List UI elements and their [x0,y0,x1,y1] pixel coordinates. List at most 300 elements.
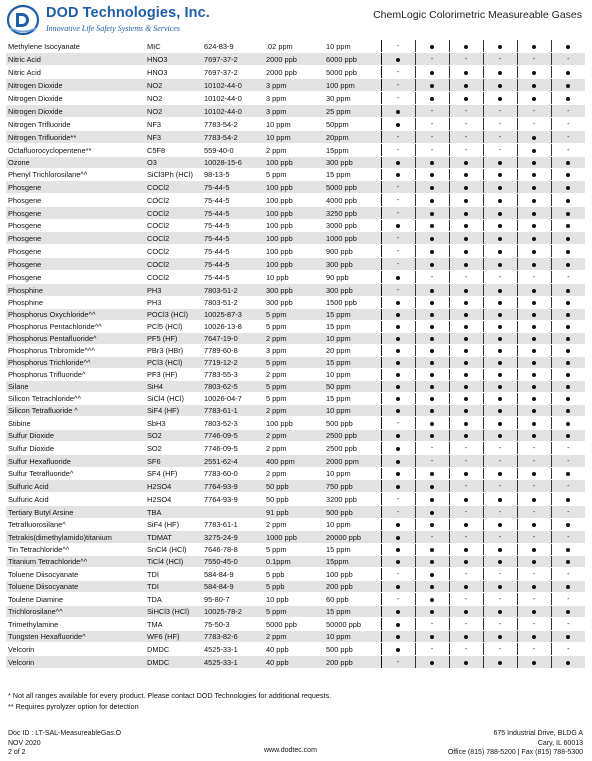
not-supported-dash: - [567,621,570,628]
gas-name: Sulfuric Acid [6,493,146,506]
support-flag-cell [483,531,517,544]
table-row [6,66,585,79]
not-supported-dash: - [464,483,468,490]
supported-dot-icon [498,313,502,317]
cas-number: 7550-45-0 [203,556,265,568]
range-high: 15 ppm [325,169,381,181]
support-flag-cell [381,405,415,417]
support-flag-cell [415,79,449,92]
supported-dot-icon [464,161,468,165]
supported-dot-icon [566,199,570,203]
not-supported-dash: - [567,445,570,452]
page-number: 2 of 2 [8,749,26,756]
range-low: 100 ppb [265,181,325,194]
supported-dot-icon [566,585,570,589]
table-row [6,618,585,631]
support-flag-cell [483,556,517,568]
table-row [6,405,585,417]
support-flag-cell [415,556,449,568]
supported-dot-icon [396,648,400,652]
support-flag-cell [381,220,415,232]
supported-dot-icon [498,97,502,101]
table-row [6,118,585,131]
not-supported-dash: - [567,147,570,154]
support-flag-cell [517,345,551,357]
support-flag-cell [551,284,585,297]
range-high: 100 ppm [325,79,381,92]
support-flag-cell [381,297,415,309]
supported-dot-icon [396,373,400,377]
not-supported-dash: - [430,134,434,141]
range-high: 15 ppm [325,544,381,556]
support-flag-cell [381,480,415,493]
support-flag-cell [483,181,517,194]
range-high: 10 ppm [325,40,381,53]
support-flag-cell [415,194,449,207]
gas-formula: DMDC [146,656,203,669]
not-supported-dash: - [430,646,434,653]
supported-dot-icon [464,71,468,75]
table-row [6,455,585,468]
gas-formula: COCl2 [146,220,203,232]
table-row [6,417,585,430]
not-supported-dash: - [532,483,536,490]
gas-name: Toulene Diamine [6,593,146,606]
supported-dot-icon [532,523,536,527]
support-flag-cell [415,405,449,417]
gas-name: Octafluorocyclopentene** [6,144,146,157]
supported-dot-icon [430,397,434,401]
supported-dot-icon [498,397,502,401]
supported-dot-icon [464,237,468,241]
table-row [6,245,585,258]
support-flag-cell [551,393,585,405]
support-flag-cell [483,593,517,606]
range-high: 6000 ppb [325,53,381,66]
table-row [6,53,585,66]
table-row [6,284,585,297]
gas-name: Toluene Diisocyanate [6,581,146,593]
cas-number: 10102-44-0 [203,79,265,92]
support-flag-cell [415,393,449,405]
not-supported-dash: - [464,445,468,452]
cas-number: 7783-54-2 [203,131,265,144]
website-link[interactable]: www.dodtec.com [264,747,317,754]
support-flag-cell [517,643,551,656]
document-title: ChemLogic Colorimetric Measureable Gases [373,9,582,21]
support-flag-cell [483,194,517,207]
supported-dot-icon [464,560,468,564]
gas-name: Nitric Acid [6,66,146,79]
supported-dot-icon [430,385,434,389]
support-flag-cell [415,531,449,544]
gas-name: Nitrogen Dioxide [6,79,146,92]
supported-dot-icon [396,536,400,540]
supported-dot-icon [498,212,502,216]
cas-number: 7803-51-2 [203,284,265,297]
supported-dot-icon [566,250,570,254]
supported-dot-icon [566,610,570,614]
support-flag-cell [517,157,551,169]
range-high: 200 ppb [325,656,381,669]
supported-dot-icon [396,173,400,177]
not-supported-dash: - [498,458,502,465]
support-flag-cell [517,194,551,207]
support-flag-cell [381,66,415,79]
gas-table-body [6,40,585,669]
not-supported-dash: - [567,274,570,281]
cas-number: 75-44-5 [203,181,265,194]
table-row [6,157,585,169]
supported-dot-icon [430,186,434,190]
range-high: 1500 ppb [325,297,381,309]
table-row [6,556,585,568]
cas-number [203,506,265,519]
supported-dot-icon [464,397,468,401]
support-flag-cell [381,618,415,631]
supported-dot-icon [396,313,400,317]
gas-formula: NO2 [146,105,203,118]
support-flag-cell [449,506,483,519]
gas-formula: PCl3 (HCl) [146,357,203,369]
gas-name: Velcorin [6,643,146,656]
support-flag-cell [551,157,585,169]
support-flag-cell [415,544,449,556]
support-flag-cell [415,245,449,258]
support-flag-cell [415,369,449,381]
supported-dot-icon [532,250,536,254]
supported-dot-icon [532,136,536,140]
range-high: 500 ppb [325,643,381,656]
supported-dot-icon [498,289,502,293]
support-flag-cell [517,40,551,53]
support-flag-cell [551,618,585,631]
footnote-ranges: * Not all ranges available for every product. Please contact DOD Technologies for additional requests. [8,691,332,700]
cas-number: 3275-24-9 [203,531,265,544]
supported-dot-icon [498,250,502,254]
not-supported-dash: - [567,56,570,63]
support-flag-cell [483,493,517,506]
not-supported-dash: - [567,646,570,653]
not-supported-dash: - [396,659,400,666]
not-supported-dash: - [498,509,502,516]
gas-name: Nitrogen Dioxide [6,105,146,118]
range-low: 3 ppm [265,79,325,92]
support-flag-cell [517,606,551,618]
supported-dot-icon [532,97,536,101]
supported-dot-icon [396,123,400,127]
range-low: 2 ppm [265,631,325,643]
supported-dot-icon [498,71,502,75]
cas-number: 10025-87-3 [203,309,265,321]
cas-number: 10102-44-0 [203,92,265,105]
range-low: 5 ppm [265,381,325,393]
company-logo [6,4,210,36]
supported-dot-icon [430,422,434,426]
support-flag-cell [415,131,449,144]
supported-dot-icon [566,263,570,267]
support-flag-cell [449,493,483,506]
cas-number: 7647-19-0 [203,333,265,345]
gas-name: Tin Tetrachloride^^ [6,544,146,556]
gas-name: Phosgene [6,194,146,207]
company-tagline: Innovative Life Safety Systems & Services [46,24,180,33]
gas-formula: PF5 (HF) [146,333,203,345]
supported-dot-icon [498,498,502,502]
gas-name: Trimethylamine [6,618,146,631]
support-flag-cell [551,258,585,271]
range-high: 10 ppm [325,519,381,531]
range-high: 20ppm [325,131,381,144]
range-low: .02 ppm [265,40,325,53]
supported-dot-icon [464,325,468,329]
not-supported-dash: - [532,596,536,603]
gas-name: Nitrogen Trifluoride** [6,131,146,144]
range-low: 3 ppm [265,92,325,105]
range-high: 15 ppm [325,309,381,321]
supported-dot-icon [396,585,400,589]
supported-dot-icon [464,224,468,228]
support-flag-cell [415,181,449,194]
support-flag-cell [551,417,585,430]
support-flag-cell [551,169,585,181]
not-supported-dash: - [498,108,502,115]
support-flag-cell [551,531,585,544]
support-flag-cell [517,618,551,631]
supported-dot-icon [396,472,400,476]
support-flag-cell [381,417,415,430]
supported-dot-icon [532,224,536,228]
table-row [6,321,585,333]
support-flag-cell [551,643,585,656]
supported-dot-icon [566,472,570,476]
support-flag-cell [381,118,415,131]
support-flag-cell [551,321,585,333]
support-flag-cell [517,381,551,393]
range-low: 10 ppb [265,271,325,284]
supported-dot-icon [566,498,570,502]
support-flag-cell [381,245,415,258]
cas-number: 10026-04-7 [203,393,265,405]
supported-dot-icon [396,276,400,280]
table-row [6,381,585,393]
support-flag-cell [381,506,415,519]
supported-dot-icon [532,199,536,203]
support-flag-cell [449,181,483,194]
support-flag-cell [415,258,449,271]
gas-name: Nitric Acid [6,53,146,66]
gas-formula: NO2 [146,79,203,92]
support-flag-cell [415,271,449,284]
support-flag-cell [415,480,449,493]
support-flag-cell [449,345,483,357]
support-flag-cell [449,643,483,656]
support-flag-cell [381,369,415,381]
not-supported-dash: - [498,646,502,653]
gas-formula: SiF4 (HF) [146,519,203,531]
table-row [6,643,585,656]
range-low: 2 ppm [265,144,325,157]
range-high: 5000 ppb [325,66,381,79]
support-flag-cell [551,581,585,593]
support-flag-cell [483,369,517,381]
support-flag-cell [551,493,585,506]
cas-number: 7719-12-2 [203,357,265,369]
supported-dot-icon [464,385,468,389]
supported-dot-icon [464,97,468,101]
supported-dot-icon [430,485,434,489]
range-high: 20 ppm [325,345,381,357]
support-flag-cell [381,357,415,369]
supported-dot-icon [566,349,570,353]
gas-name: Phosphorus Trichloride^^ [6,357,146,369]
page-header [0,0,592,40]
not-supported-dash: - [396,496,400,503]
range-high: 30 ppm [325,92,381,105]
footnote-pyrolyzer: ** Requires pyrolyzer option for detection [8,702,139,711]
table-row [6,271,585,284]
cas-number: 7783-60-0 [203,468,265,480]
supported-dot-icon [498,45,502,49]
supported-dot-icon [464,548,468,552]
supported-dot-icon [498,161,502,165]
supported-dot-icon [430,71,434,75]
support-flag-cell [449,53,483,66]
support-flag-cell [449,79,483,92]
range-low: 300 ppb [265,297,325,309]
not-supported-dash: - [430,274,434,281]
supported-dot-icon [566,289,570,293]
support-flag-cell [415,144,449,157]
support-flag-cell [517,333,551,345]
cas-number: 7783-61-1 [203,519,265,531]
gas-name: Velcorin [6,656,146,669]
table-row [6,92,585,105]
support-flag-cell [415,321,449,333]
not-supported-dash: - [532,121,536,128]
support-flag-cell [483,430,517,442]
table-row [6,369,585,381]
table-row [6,506,585,519]
supported-dot-icon [464,635,468,639]
not-supported-dash: - [498,274,502,281]
support-flag-cell [381,144,415,157]
range-high: 500 ppb [325,417,381,430]
support-flag-cell [449,455,483,468]
supported-dot-icon [532,610,536,614]
support-flag-cell [381,105,415,118]
range-high: 1000 ppb [325,232,381,245]
table-row [6,568,585,581]
table-row [6,442,585,455]
gas-formula: TMA [146,618,203,631]
supported-dot-icon [396,523,400,527]
support-flag-cell [517,309,551,321]
support-flag-cell [449,656,483,669]
gas-name: Nitrogen Dioxide [6,92,146,105]
not-supported-dash: - [396,184,400,191]
supported-dot-icon [566,161,570,165]
support-flag-cell [551,345,585,357]
cas-number: 584-84-9 [203,568,265,581]
range-low: 5 ppm [265,606,325,618]
support-flag-cell [551,181,585,194]
supported-dot-icon [498,337,502,341]
support-flag-cell [483,207,517,220]
supported-dot-icon [396,385,400,389]
range-high: 10 ppm [325,369,381,381]
not-supported-dash: - [532,445,536,452]
supported-dot-icon [396,58,400,62]
supported-dot-icon [498,361,502,365]
range-low: 2000 ppb [265,66,325,79]
support-flag-cell [415,618,449,631]
support-flag-cell [551,53,585,66]
table-row [6,194,585,207]
supported-dot-icon [566,409,570,413]
range-high: 20000 ppb [325,531,381,544]
range-low: 2000 ppb [265,53,325,66]
supported-dot-icon [396,548,400,552]
cas-number: 95-80-7 [203,593,265,606]
supported-dot-icon [566,523,570,527]
supported-dot-icon [396,409,400,413]
support-flag-cell [415,333,449,345]
cas-number: 75-44-5 [203,220,265,232]
support-flag-cell [381,345,415,357]
not-supported-dash: - [532,571,536,578]
support-flag-cell [517,593,551,606]
supported-dot-icon [566,45,570,49]
not-supported-dash: - [396,235,400,242]
support-flag-cell [449,271,483,284]
range-high: 15 ppm [325,357,381,369]
support-flag-cell [551,430,585,442]
supported-dot-icon [464,472,468,476]
gas-name: Sulfuric Acid [6,480,146,493]
gas-formula: H2SO4 [146,480,203,493]
dod-logo-icon [6,4,40,36]
supported-dot-icon [498,224,502,228]
support-flag-cell [449,405,483,417]
supported-dot-icon [464,186,468,190]
not-supported-dash: - [396,197,400,204]
support-flag-cell [551,405,585,417]
range-high: 2000 ppm [325,455,381,468]
support-flag-cell [415,53,449,66]
support-flag-cell [415,40,449,53]
support-flag-cell [381,284,415,297]
cas-number: 7789-60-8 [203,345,265,357]
doc-id: Doc ID : LT-SAL-MeasureableGas.O [8,730,122,737]
gas-name: Phosphorus Tribromide^^^ [6,345,146,357]
page-footer [0,725,592,761]
support-flag-cell [483,271,517,284]
gas-formula: SO2 [146,430,203,442]
table-row [6,531,585,544]
supported-dot-icon [532,361,536,365]
gas-formula: H2SO4 [146,493,203,506]
supported-dot-icon [430,45,434,49]
gas-formula: NO2 [146,92,203,105]
range-high: 10 ppm [325,333,381,345]
supported-dot-icon [532,385,536,389]
support-flag-cell [483,321,517,333]
not-supported-dash: - [430,458,434,465]
supported-dot-icon [430,199,434,203]
gas-name: Phosgene [6,220,146,232]
supported-dot-icon [498,263,502,267]
